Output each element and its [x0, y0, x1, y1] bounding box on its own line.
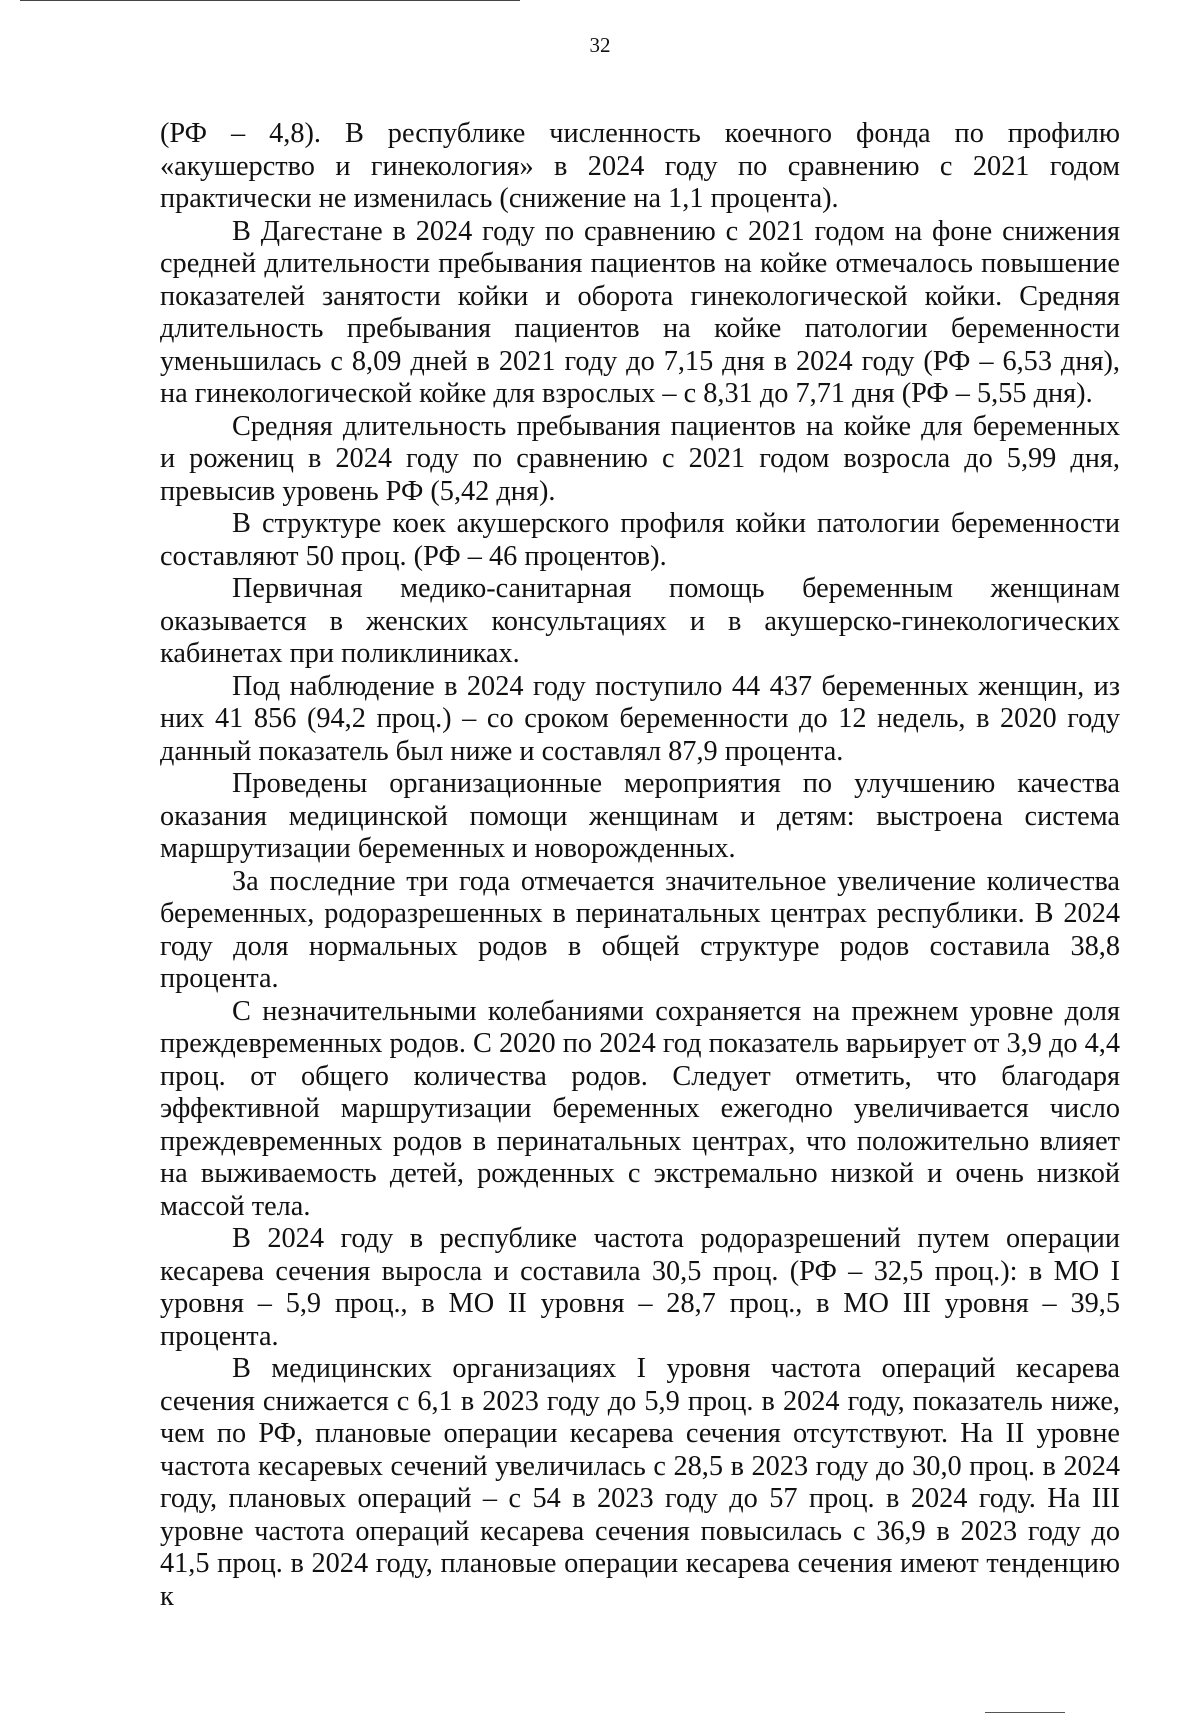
paragraph-4: В структуре коек акушерского профиля койки патологии беременности составляют 50 проц. (РФ – 46 процентов). [160, 508, 1120, 572]
paragraph-5: Первичная медико-санитарная помощь беременным женщинам оказывается в женских консультациях и в акушерско-гинекологических кабинетах при поликлиниках. [160, 573, 1120, 669]
scan-edge-line-bottom [985, 1712, 1065, 1713]
paragraph-8: За последние три года отмечается значительное увеличение количества беременных, родоразрешенных в перинатальных центрах республики. В 2024 году доля нормальных родов в общей структуре родов составила 38,8 процента. [160, 865, 1120, 994]
paragraph-10: В 2024 году в республике частота родоразрешений путем операции кесарева сечения выросла и составила 30,5 проц. (РФ – 32,5 проц.): в МО I уровня – 5,9 проц., в МО II уровня – 28,7 проц., в МО III уровня – 39,5 процента. [160, 1223, 1120, 1352]
body-text [160, 118, 1120, 1613]
paragraph-11: В медицинских организациях I уровня частота операций кесарева сечения снижается с 6,1 в 2023 году до 5,9 проц. в 2024 году, показатель ниже, чем по РФ, плановые операции кесарева сечения отсутствуют. На II уровне частота кесаревых сечений увеличилась с 28,5 в 2023 году до 30,0 проц. в 2024 году, плановых операций – с 54 в 2023 году до 57 проц. в 2024 году. На III уровне частота операций кесарева сечения повысилась с 36,9 в 2023 году до 41,5 проц. в 2024 году, плановые операции кесарева сечения имеют тенденцию к [160, 1353, 1120, 1612]
paragraph-6: Под наблюдение в 2024 году поступило 44 437 беременных женщин, из них 41 856 (94,2 проц.) – со сроком беременности до 12 недель, в 2020 году данный показатель был ниже и составлял 87,9 процента. [160, 670, 1120, 767]
scan-edge-line [20, 0, 520, 1]
paragraph-1: (РФ – 4,8). В республике численность коечного фонда по профилю «акушерство и гинекология» в 2024 году по сравнению с 2021 годом практически не изменилась (снижение на 1,1 процента). [160, 118, 1120, 214]
page-number: 32 [589, 33, 611, 57]
paragraph-7: Проведены организационные мероприятия по улучшению качества оказания медицинской помощи женщинам и детям: выстроена система маршрутизации беременных и новорожденных. [160, 768, 1120, 864]
paragraph-3: Средняя длительность пребывания пациентов на койке для беременных и рожениц в 2024 году по сравнению с 2021 годом возросла до 5,99 дня, превысив уровень РФ (5,42 дня). [160, 410, 1120, 507]
paragraph-9: С незначительными колебаниями сохраняется на прежнем уровне доля преждевременных родов. С 2020 по 2024 год показатель варьирует от 3,9 до 4,4 проц. от общего количества родов. Следует отметить, что благодаря эффективной маршрутизации беременных ежегодно увеличивается число преждевременных родов в перинатальных центрах, что положительно влияет на выживаемость детей, рожденных с экстремально низкой и очень низкой массой тела. [160, 995, 1120, 1222]
paragraph-2: В Дагестане в 2024 году по сравнению с 2021 годом на фоне снижения средней длительности пребывания пациентов на койке отмечалось повышение показателей занятости койки и оборота гинекологической койки. Средняя длительность пребывания пациентов на койке патологии беременности уменьшилась с 8,09 дней в 2021 году до 7,15 дня в 2024 году (РФ – 6,53 дня), на гинекологической койке для взрослых – с 8,31 до 7,71 дня (РФ – 5,55 дня). [160, 215, 1120, 409]
